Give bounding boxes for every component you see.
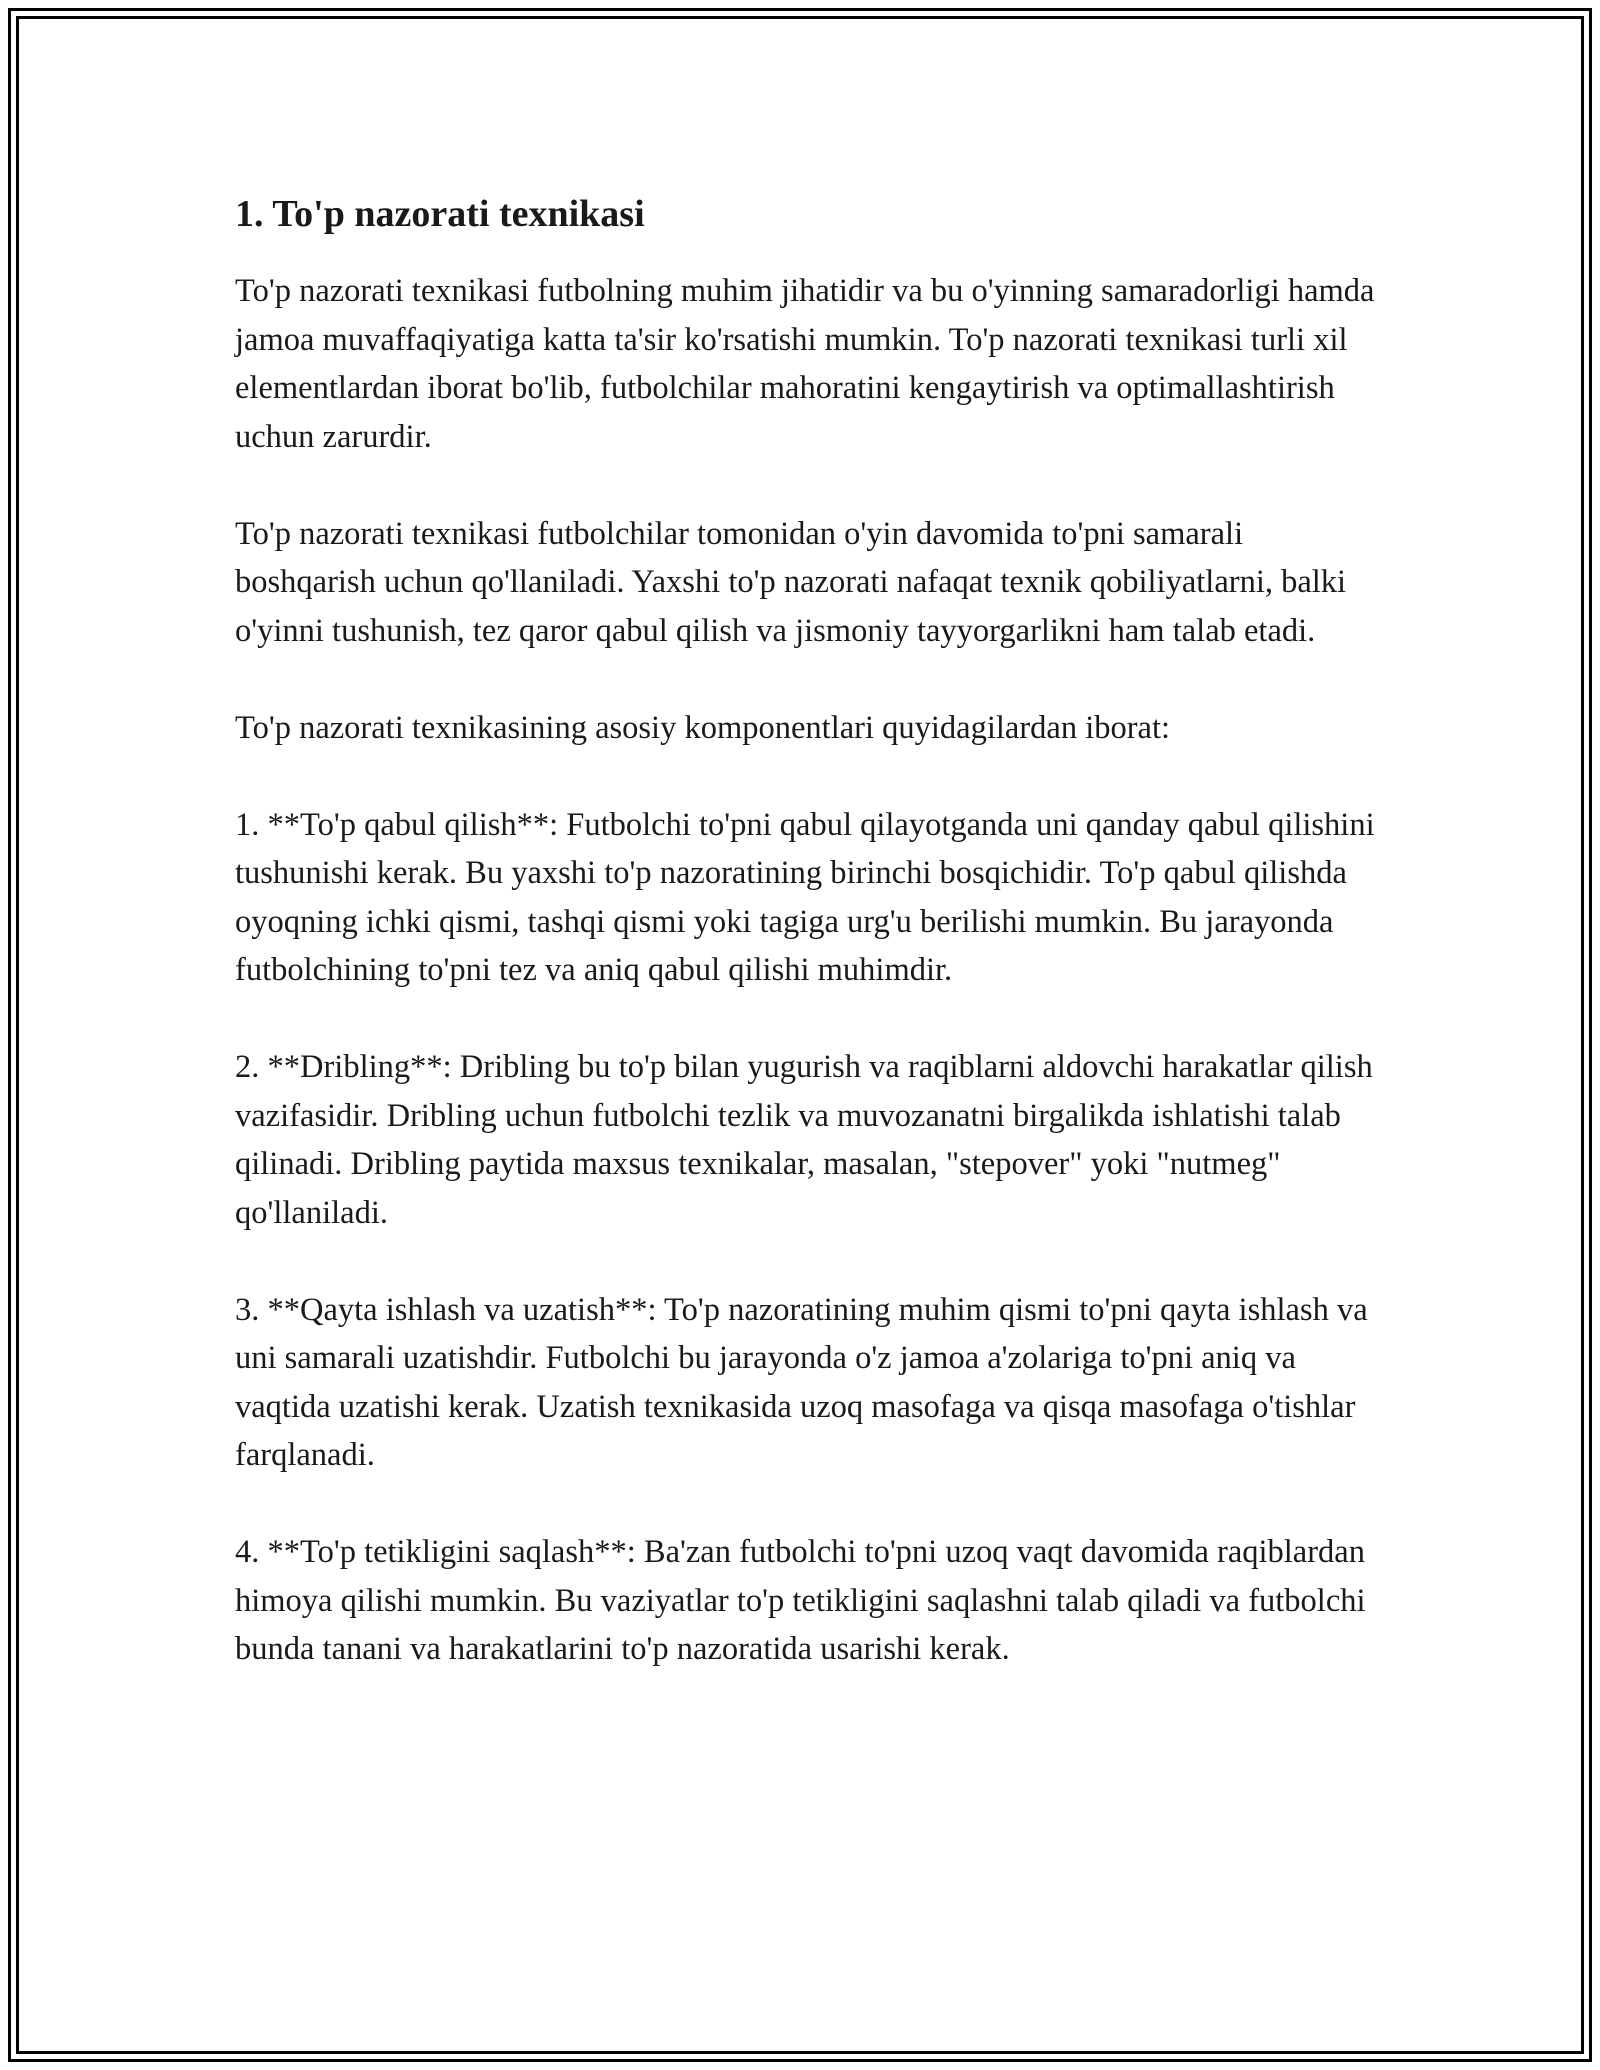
- list-item-dribbling: 2. **Dribling**: Dribling bu to'p bilan yugurish va raqiblarni aldovchi harakatlar qilish vazifasidir. Dribling uchun futbolchi tezlik va muvozanatni birgalikda ishlatishi talab qilinadi. Dribling paytida maxsus texnikalar, masalan, "stepover" yoki "nutmeg" qo'llaniladi.: [235, 1049, 1373, 1231]
- list-item-shielding: 4. **To'p tetikligini saqlash**: Ba'zan futbolchi to'pni uzoq vaqt davomida raqiblardan himoya qilishi mumkin. Bu vaziyatlar to'p tetikligini saqlashni talab qiladi va futbolchi bunda tanani va harakatlarini to'p nazoratida usarishi kerak.: [235, 1534, 1366, 1667]
- document-body: [235, 185, 1375, 1722]
- paragraph-components-intro: To'p nazorati texnikasining asosiy komponentlari quyidagilardan iborat:: [235, 709, 1171, 746]
- paragraph-intro: To'p nazorati texnikasi futbolning muhim jihatidir va bu o'yinning samaradorligi hamda jamoa muvaffaqiyatiga katta ta'sir ko'rsatishi mumkin. To'p nazorati texnikasi turli xil elementlardan iborat bo'lib, futbolchilar mahoratini kengaytirish va optimallashtirish uchun zarurdir.: [235, 273, 1375, 455]
- paragraph-usage: To'p nazorati texnikasi futbolchilar tomonidan o'yin davomida to'pni samarali boshqarish uchun qo'llaniladi. Yaxshi to'p nazorati nafaqat texnik qobiliyatlarni, balki o'yinni tushunish, tez qaror qabul qilish va jismoniy tayyorgarlikni ham talab etadi.: [235, 515, 1347, 649]
- list-item-receiving: 1. **To'p qabul qilish**: Futbolchi to'pni qabul qilayotganda uni qanday qabul qilishini tushunishi kerak. Bu yaxshi to'p nazoratining birinchi bosqichidir. To'p qabul qilishda oyoqning ichki qismi, tashqi qismi yoki tagiga urg'u berilishi mumkin. Bu jarayonda futbolchining to'pni tez va aniq qabul qilishi muhimdir.: [235, 806, 1375, 988]
- list-item-passing: 3. **Qayta ishlash va uzatish**: To'p nazoratining muhim qismi to'pni qayta ishlash va uni samarali uzatishdir. Futbolchi bu jarayonda o'z jamoa a'zolariga to'pni aniq va vaqtida uzatishi kerak. Uzatish texnikasida uzoq masofaga va qisqa masofaga o'tishlar farqlanadi.: [235, 1291, 1368, 1473]
- document-title: 1. To'p nazorati texnikasi: [235, 193, 645, 235]
